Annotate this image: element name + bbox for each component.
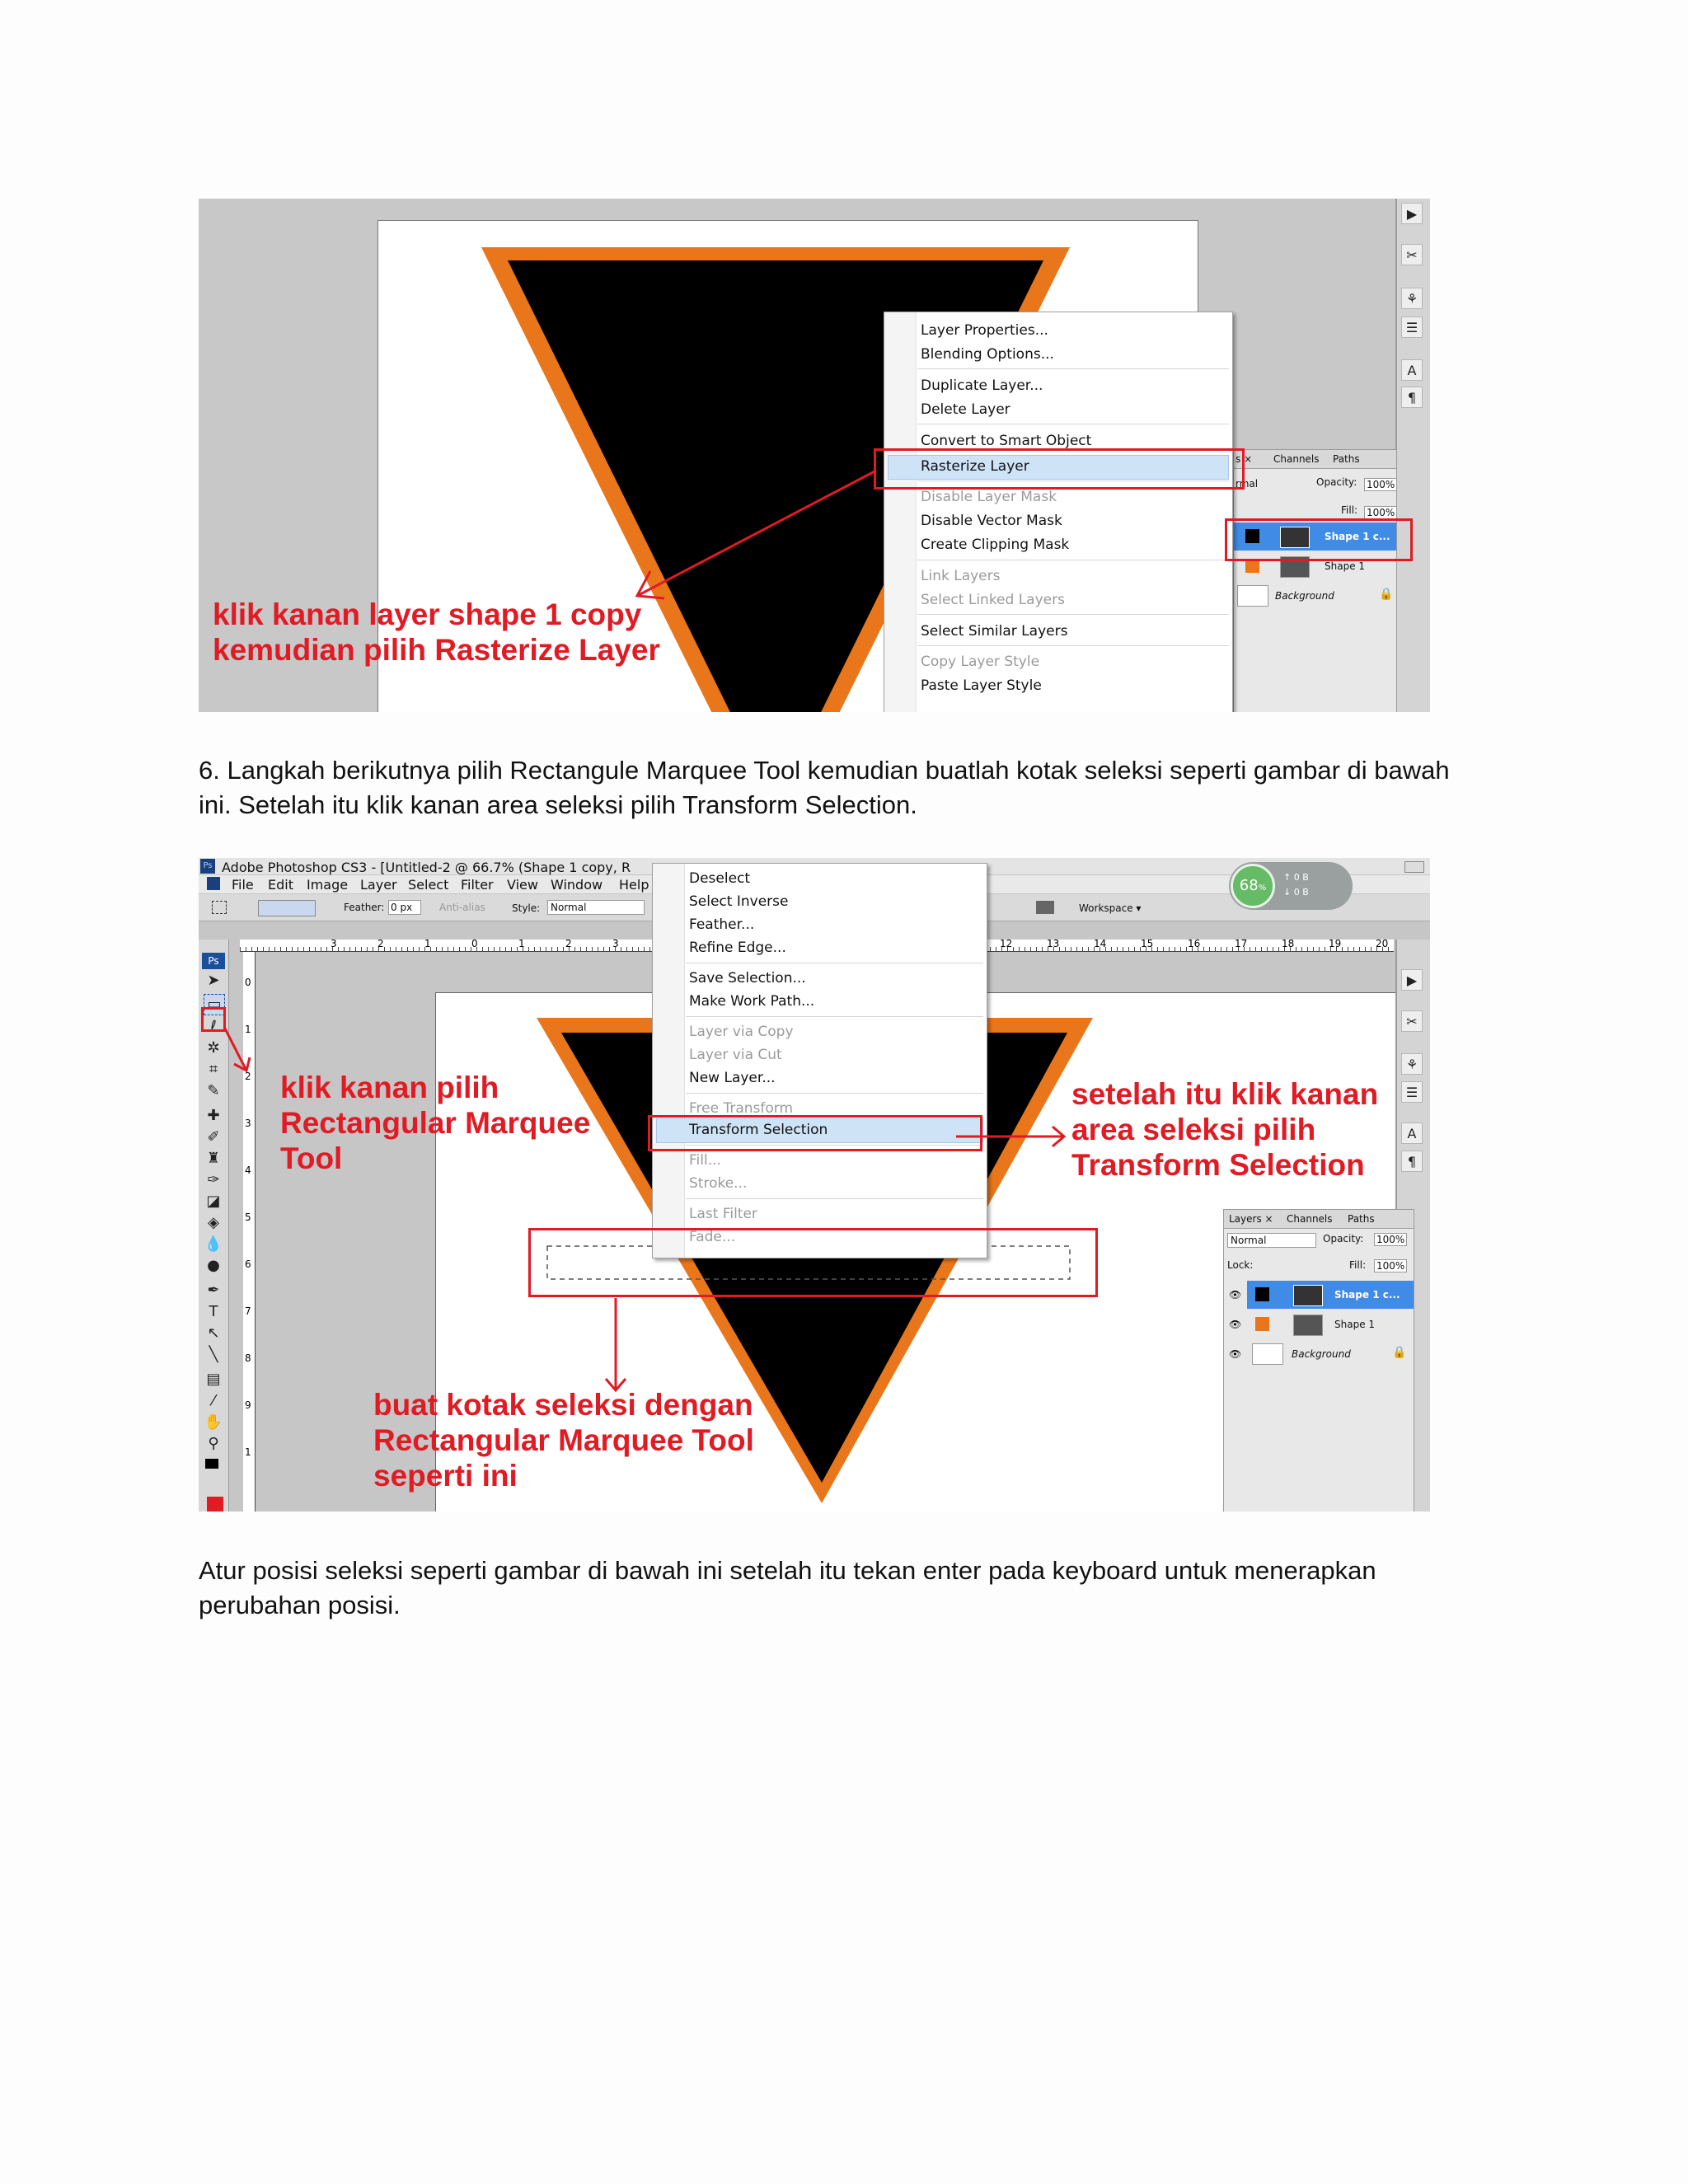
tab-layers[interactable]: Layers × — [1229, 1213, 1273, 1225]
ruler-label: 2 — [377, 938, 384, 949]
type-tool-icon[interactable]: T — [209, 1303, 218, 1320]
eye-icon[interactable]: 👁 — [1229, 1348, 1242, 1360]
fill-value[interactable]: 100% — [1374, 1259, 1407, 1272]
layer-name: Background — [1292, 1348, 1351, 1360]
workspace-button[interactable]: Workspace ▾ — [1079, 902, 1142, 914]
line-tool-icon[interactable]: ╲ — [209, 1346, 218, 1363]
bucket-tool-icon[interactable]: ◈ — [208, 1214, 219, 1231]
instruction-paragraph-2: Atur posisi seleksi seperti gambar di bawah ini setelah itu tekan enter pada keyboard untuk menerapkan perubahan posisi. — [199, 1556, 1376, 1619]
annotation-line: setelah itu klik kanan — [1071, 1077, 1379, 1111]
layer-name: Background — [1275, 590, 1334, 602]
blur-tool-icon[interactable]: 💧 — [204, 1235, 223, 1253]
instruction-paragraph: 6. Langkah berikutnya pilih Rectangule Marquee Tool kemudian buatlah kotak seleksi seperti gambar di bawah ini. Setelah itu klik kanan area seleksi pilih Transform Selection. — [199, 756, 1450, 819]
character-icon[interactable]: A — [1401, 359, 1423, 381]
menu-item-select-linked-layers[interactable]: Select Linked Layers — [921, 592, 1065, 608]
menu-item-convert-smart-object[interactable]: Convert to Smart Object — [921, 433, 1092, 449]
menu-item-refine-edge[interactable]: Refine Edge... — [689, 940, 786, 956]
network-percent: 68 — [1239, 877, 1259, 894]
eyedropper-tool-icon[interactable]: ⁄ — [212, 1392, 215, 1409]
menu-item-delete-layer[interactable]: Delete Layer — [921, 401, 1010, 418]
layer-name: Shape 1 — [1334, 1319, 1376, 1330]
annotation-right — [1071, 1076, 1378, 1183]
ruler-label: 1 — [245, 1446, 251, 1458]
play-icon[interactable]: ▶ — [1401, 203, 1423, 224]
play-icon[interactable]: ▶ — [1401, 969, 1423, 991]
ruler-label: 1 — [424, 938, 431, 949]
ruler-label: 7 — [245, 1305, 251, 1317]
paragraph-icon[interactable]: ¶ — [1401, 1151, 1423, 1172]
annotation-line: buat kotak seleksi dengan — [373, 1388, 753, 1422]
photoshop-logo: Ps — [202, 953, 225, 969]
lock-label: Lock: — [1227, 1259, 1254, 1271]
window-title: Adobe Photoshop CS3 - [Untitled-2 @ 66.7% (Shape 1 copy, R — [222, 860, 631, 875]
menu-view[interactable]: View — [507, 877, 538, 893]
menu-item-copy-layer-style[interactable]: Copy Layer Style — [921, 654, 1040, 670]
annotation-text — [213, 597, 660, 668]
menu-item-duplicate-layer[interactable]: Duplicate Layer... — [921, 377, 1043, 394]
tab-channels[interactable]: Channels — [1287, 1213, 1333, 1225]
annotation-left — [280, 1070, 590, 1176]
blend-mode-select[interactable]: Normal — [1227, 1233, 1316, 1248]
annotation-line: kemudian pilih Rasterize Layer — [213, 633, 660, 667]
ruler-label: 8 — [245, 1352, 251, 1364]
menu-item-fade[interactable]: Fade... — [689, 1229, 736, 1245]
menu-item-disable-vector-mask[interactable]: Disable Vector Mask — [921, 513, 1062, 529]
annotation-line: Tool — [280, 1141, 343, 1175]
annotation-line: area seleksi pilih — [1071, 1113, 1316, 1146]
history-brush-tool-icon[interactable]: ✑ — [207, 1171, 220, 1188]
zoom-tool-icon[interactable]: ⚲ — [208, 1435, 219, 1452]
menu-help[interactable]: Help — [619, 877, 649, 893]
ruler-label: 0 — [471, 938, 478, 949]
style-select[interactable]: Normal — [547, 900, 645, 915]
menu-item-link-layers[interactable]: Link Layers — [921, 568, 1001, 584]
eye-icon[interactable]: 👁 — [1229, 1319, 1242, 1330]
hand-tool-icon[interactable]: ✋ — [204, 1413, 223, 1431]
fill-label: Fill: — [1349, 1259, 1367, 1271]
annotation-line: Rectangular Marquee — [280, 1106, 591, 1140]
move-tool-icon[interactable]: ➤ — [207, 972, 220, 989]
menu-item-rasterize-layer[interactable]: Rasterize Layer — [921, 458, 1029, 475]
tab-paths[interactable]: Paths — [1348, 1213, 1375, 1225]
network-percent-unit: % — [1258, 883, 1267, 893]
ruler-label: 9 — [245, 1399, 251, 1411]
ruler-label: 15 — [1141, 938, 1154, 949]
ruler-label: 14 — [1094, 938, 1107, 949]
menu-image[interactable]: Image — [307, 877, 349, 893]
ruler-label: 20 — [1376, 938, 1389, 949]
tab-layers[interactable]: s × — [1236, 453, 1253, 465]
brush-preset-icon[interactable]: ⚘ — [1401, 288, 1423, 309]
magic-wand-tool-icon[interactable]: ✲ — [207, 1039, 220, 1057]
ruler-label: 13 — [1047, 938, 1060, 949]
annotation-line: Transform Selection — [1071, 1148, 1365, 1182]
menu-window[interactable]: Window — [551, 877, 603, 893]
menu-item-feather[interactable]: Feather... — [689, 916, 755, 933]
menu-item-make-work-path[interactable]: Make Work Path... — [689, 993, 815, 1010]
ruler-label: 18 — [1282, 938, 1295, 949]
menu-filter[interactable]: Filter — [461, 877, 494, 893]
menu-item-deselect[interactable]: Deselect — [689, 870, 751, 887]
menu-item-last-filter[interactable]: Last Filter — [689, 1206, 757, 1222]
tab-channels[interactable]: Channels — [1273, 453, 1320, 465]
anti-alias-checkbox[interactable]: Anti-alias — [439, 902, 485, 913]
ruler-label: 4 — [245, 1165, 251, 1176]
clone-source-icon[interactable]: ☰ — [1401, 316, 1423, 338]
fill-value[interactable]: 100% — [1364, 506, 1397, 519]
ruler-label: 1 — [245, 1024, 251, 1035]
menu-item-layer-properties[interactable]: Layer Properties... — [921, 322, 1048, 339]
notes-tool-icon[interactable]: ▤ — [206, 1371, 221, 1388]
tools-icon[interactable]: ✂ — [1401, 244, 1423, 265]
menu-item-free-transform[interactable]: Free Transform — [689, 1100, 794, 1117]
ruler-label: 17 — [1235, 938, 1248, 949]
menu-edit[interactable]: Edit — [268, 877, 293, 893]
lock-icon: 🔒 — [1392, 1345, 1407, 1358]
menu-item-blending-options[interactable]: Blending Options... — [921, 346, 1054, 363]
opacity-value[interactable]: 100% — [1374, 1233, 1407, 1246]
fill-label: Fill: — [1341, 504, 1358, 516]
menu-layer[interactable]: Layer — [360, 877, 397, 893]
photoshop-app-icon: Ps — [200, 859, 215, 874]
screenshot-transform-selection — [199, 858, 1430, 1511]
menu-item-layer-via-cut[interactable]: Layer via Cut — [689, 1047, 782, 1063]
menu-item-transform-selection[interactable]: Transform Selection — [689, 1122, 828, 1138]
menu-item-fill[interactable]: Fill... — [689, 1152, 721, 1169]
opacity-label: Opacity: — [1323, 1233, 1364, 1244]
crop-tool-icon[interactable]: ⌗ — [209, 1061, 218, 1078]
lock-icon: 🔒 — [1379, 587, 1394, 600]
menu-item-select-inverse[interactable]: Select Inverse — [689, 893, 789, 910]
healing-tool-icon[interactable]: ✚ — [207, 1107, 220, 1124]
layer-name: Shape 1 — [1325, 560, 1366, 572]
pen-tool-icon[interactable]: ✒ — [207, 1282, 220, 1299]
annotation-line: klik kanan layer shape 1 copy — [213, 598, 642, 631]
eye-icon[interactable]: 👁 — [1229, 1289, 1242, 1301]
feather-input[interactable]: 0 px — [388, 900, 421, 915]
blend-mode-select[interactable]: rmal — [1236, 478, 1259, 490]
feather-label: Feather: — [344, 902, 385, 913]
ruler-label: 3 — [331, 938, 337, 949]
menu-item-select-similar-layers[interactable]: Select Similar Layers — [921, 623, 1068, 640]
annotation-bottom — [373, 1387, 754, 1493]
menu-item-layer-via-copy[interactable]: Layer via Copy — [689, 1024, 794, 1040]
stamp-tool-icon[interactable]: ♜ — [206, 1150, 221, 1167]
ruler-label: 3 — [612, 938, 619, 949]
annotation-line: seperti ini — [373, 1459, 518, 1493]
ruler-label: 2 — [565, 938, 572, 949]
opacity-label: Opacity: — [1316, 476, 1357, 488]
paragraph-icon[interactable]: ¶ — [1401, 387, 1423, 408]
slice-tool-icon[interactable]: ✎ — [207, 1082, 220, 1099]
clone-source-icon[interactable]: ☰ — [1401, 1081, 1423, 1103]
ruler-label: 2 — [245, 1071, 251, 1082]
ruler-label: 12 — [1000, 938, 1013, 949]
layer-name: Shape 1 c... — [1334, 1289, 1400, 1301]
network-down: ↓ 0 B — [1283, 887, 1309, 898]
screenshot-rasterize-layer — [199, 199, 1430, 712]
menu-item-paste-layer-style[interactable]: Paste Layer Style — [921, 677, 1042, 694]
layer-name: Shape 1 c... — [1325, 531, 1390, 542]
network-up-value: 0 B — [1293, 872, 1309, 883]
dodge-tool-icon[interactable]: ● — [207, 1257, 220, 1274]
menu-item-save-selection[interactable]: Save Selection... — [689, 970, 806, 987]
path-select-tool-icon[interactable]: ↖ — [207, 1324, 220, 1342]
ruler-label: 0 — [245, 977, 251, 988]
menu-item-disable-layer-mask[interactable]: Disable Layer Mask — [921, 489, 1057, 505]
ruler-label: 3 — [245, 1118, 251, 1129]
menu-file[interactable]: File — [232, 877, 254, 893]
tab-paths[interactable]: Paths — [1333, 453, 1360, 465]
ruler-label: 1 — [518, 938, 525, 949]
menu-item-new-layer[interactable]: New Layer... — [689, 1070, 776, 1086]
menu-select[interactable]: Select — [408, 877, 449, 893]
lasso-tool-icon[interactable]: ℓ — [210, 1018, 217, 1035]
network-up: ↑ 0 B — [1283, 872, 1309, 883]
menu-item-stroke[interactable]: Stroke... — [689, 1175, 748, 1192]
menu-item-create-clipping-mask[interactable]: Create Clipping Mask — [921, 537, 1070, 553]
style-label: Style: — [512, 902, 541, 914]
eraser-tool-icon[interactable]: ◪ — [206, 1193, 221, 1210]
annotation-line: Rectangular Marquee Tool — [373, 1423, 754, 1457]
character-icon[interactable]: A — [1401, 1122, 1423, 1144]
opacity-value[interactable]: 100% — [1364, 478, 1397, 491]
network-down-value: 0 B — [1293, 887, 1309, 898]
ruler-label: 19 — [1329, 938, 1342, 949]
tools-icon[interactable]: ✂ — [1401, 1010, 1423, 1032]
marquee-tool-icon[interactable]: ▭ — [204, 994, 225, 1015]
ruler-label: 5 — [245, 1212, 251, 1223]
ruler-label: 16 — [1188, 938, 1201, 949]
brush-tool-icon[interactable]: ✐ — [207, 1128, 220, 1146]
brush-preset-icon[interactable]: ⚘ — [1401, 1053, 1423, 1075]
annotation-line: klik kanan pilih — [280, 1071, 499, 1104]
ruler-label: 6 — [245, 1258, 251, 1270]
